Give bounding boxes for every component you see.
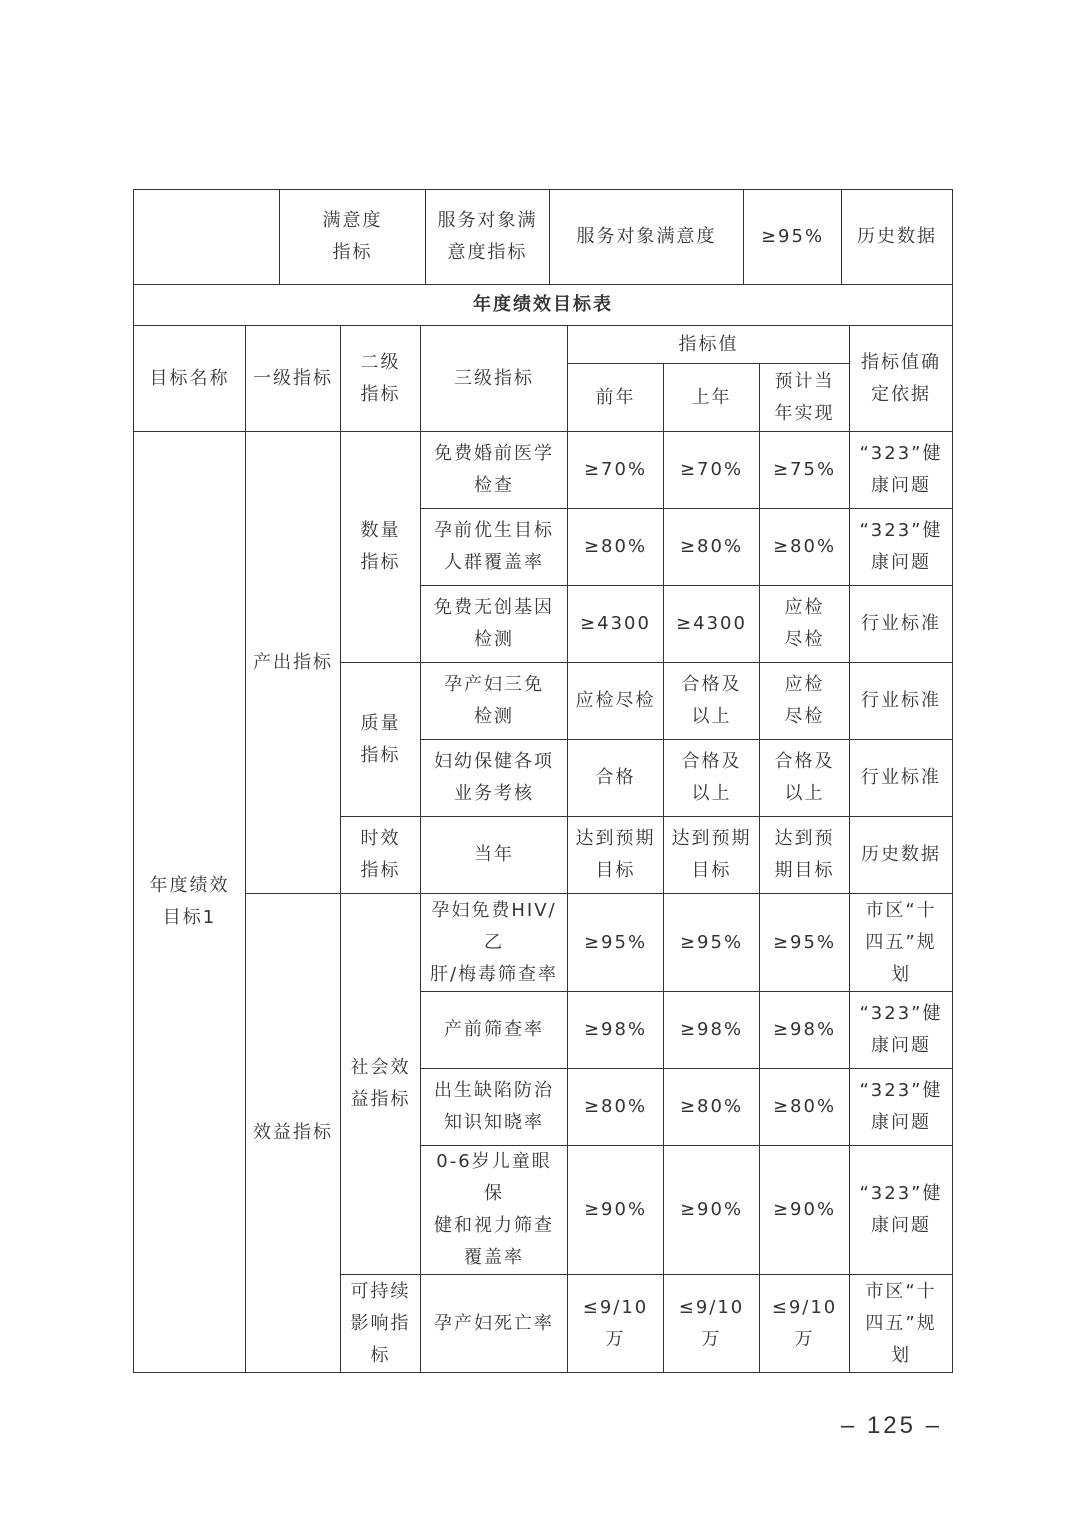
last-year-cell: 合格及 以上	[664, 663, 760, 740]
goal-name-cell: 年度绩效 目标1	[134, 432, 246, 1373]
level2-cell: 社会效 益指标	[341, 894, 421, 1275]
blank-cell	[134, 190, 280, 285]
value-cell: ≥95%	[744, 190, 842, 285]
level3-cell: 孕产妇死亡率	[421, 1275, 568, 1373]
header-last-year: 上年	[664, 364, 760, 432]
header-goal-name: 目标名称	[134, 326, 246, 432]
page-number: – 125 –	[840, 1412, 942, 1439]
level2-cell: 时效 指标	[341, 817, 421, 894]
header-basis: 指标值确 定依据	[850, 326, 953, 432]
prev-year-cell: ≥80%	[568, 1069, 664, 1146]
prev-year-cell: ≥4300	[568, 586, 664, 663]
last-year-cell: ≥70%	[664, 432, 760, 509]
basis-cell: “323”健 康问题	[850, 1069, 953, 1146]
header-level3: 三级指标	[421, 326, 568, 432]
basis-cell: 行业标准	[850, 663, 953, 740]
basis-cell: “323”健 康问题	[850, 432, 953, 509]
basis-cell: “323”健 康问题	[850, 992, 953, 1069]
header-level1: 一级指标	[246, 326, 341, 432]
header-indicator-value: 指标值	[568, 326, 850, 364]
last-year-cell: ≥80%	[664, 1069, 760, 1146]
prev-year-cell: 达到预期 目标	[568, 817, 664, 894]
last-year-cell: ≥80%	[664, 509, 760, 586]
continuation-table	[133, 189, 953, 285]
title-row	[134, 285, 953, 326]
last-year-cell: ≤9/10 万	[664, 1275, 760, 1373]
level3-cell: 产前筛查率	[421, 992, 568, 1069]
header-prev-year: 前年	[568, 364, 664, 432]
level3-cell: 孕产妇三免 检测	[421, 663, 568, 740]
prev-year-cell: ≤9/10 万	[568, 1275, 664, 1373]
level3-cell: 当年	[421, 817, 568, 894]
prev-year-cell: ≥80%	[568, 509, 664, 586]
last-year-cell: 达到预期 目标	[664, 817, 760, 894]
prev-year-cell: ≥90%	[568, 1146, 664, 1275]
level3-cell: 免费无创基因 检测	[421, 586, 568, 663]
basis-cell: 市区“十 四五”规 划	[850, 894, 953, 992]
level2-cell: 质量 指标	[341, 663, 421, 817]
level2-cell: 数量 指标	[341, 432, 421, 663]
basis-cell: 行业标准	[850, 740, 953, 817]
level2-cell: 满意度 指标	[280, 190, 426, 285]
level3-cell: 服务对象满 意度指标	[426, 190, 550, 285]
expected-cell: 应检 尽检	[760, 663, 850, 740]
level3-cell: 出生缺陷防治 知识知晓率	[421, 1069, 568, 1146]
header-row-1	[134, 326, 953, 364]
level1-output-cell: 产出指标	[246, 432, 341, 894]
basis-cell: 市区“十 四五”规 划	[850, 1275, 953, 1373]
last-year-cell: ≥95%	[664, 894, 760, 992]
level3-cell: 0-6岁儿童眼保 健和视力筛查 覆盖率	[421, 1146, 568, 1275]
level1-benefit-cell: 效益指标	[246, 894, 341, 1373]
basis-cell: “323”健 康问题	[850, 509, 953, 586]
expected-cell: ≥80%	[760, 1069, 850, 1146]
last-year-cell: 合格及 以上	[664, 740, 760, 817]
basis-cell: 历史数据	[850, 817, 953, 894]
table-title: 年度绩效目标表	[134, 285, 953, 326]
last-year-cell: ≥4300	[664, 586, 760, 663]
level3-cell: 孕前优生目标 人群覆盖率	[421, 509, 568, 586]
expected-cell: ≤9/10 万	[760, 1275, 850, 1373]
satisfaction-row	[134, 190, 953, 285]
last-year-cell: ≥90%	[664, 1146, 760, 1275]
table-row	[134, 894, 953, 992]
expected-cell: 合格及 以上	[760, 740, 850, 817]
level3-cell: 免费婚前医学 检查	[421, 432, 568, 509]
expected-cell: ≥90%	[760, 1146, 850, 1275]
expected-cell: ≥95%	[760, 894, 850, 992]
expected-cell: 达到预 期目标	[760, 817, 850, 894]
expected-cell: ≥98%	[760, 992, 850, 1069]
basis-cell: “323”健 康问题	[850, 1146, 953, 1275]
prev-year-cell: ≥70%	[568, 432, 664, 509]
header-level2: 二级 指标	[341, 326, 421, 432]
expected-cell: ≥75%	[760, 432, 850, 509]
level3-cell: 妇幼保健各项 业务考核	[421, 740, 568, 817]
prev-year-cell: 应检尽检	[568, 663, 664, 740]
expected-cell: ≥80%	[760, 509, 850, 586]
table-row	[134, 432, 953, 509]
header-expected: 预计当 年实现	[760, 364, 850, 432]
prev-year-cell: ≥98%	[568, 992, 664, 1069]
expected-cell: 应检 尽检	[760, 586, 850, 663]
indicator-cell: 服务对象满意度	[550, 190, 744, 285]
performance-goal-table	[133, 284, 953, 1373]
last-year-cell: ≥98%	[664, 992, 760, 1069]
prev-year-cell: 合格	[568, 740, 664, 817]
prev-year-cell: ≥95%	[568, 894, 664, 992]
level2-cell: 可持续 影响指 标	[341, 1275, 421, 1373]
level3-cell: 孕妇免费HIV/乙 肝/梅毒筛查率	[421, 894, 568, 992]
basis-cell: 历史数据	[842, 190, 953, 285]
basis-cell: 行业标准	[850, 586, 953, 663]
